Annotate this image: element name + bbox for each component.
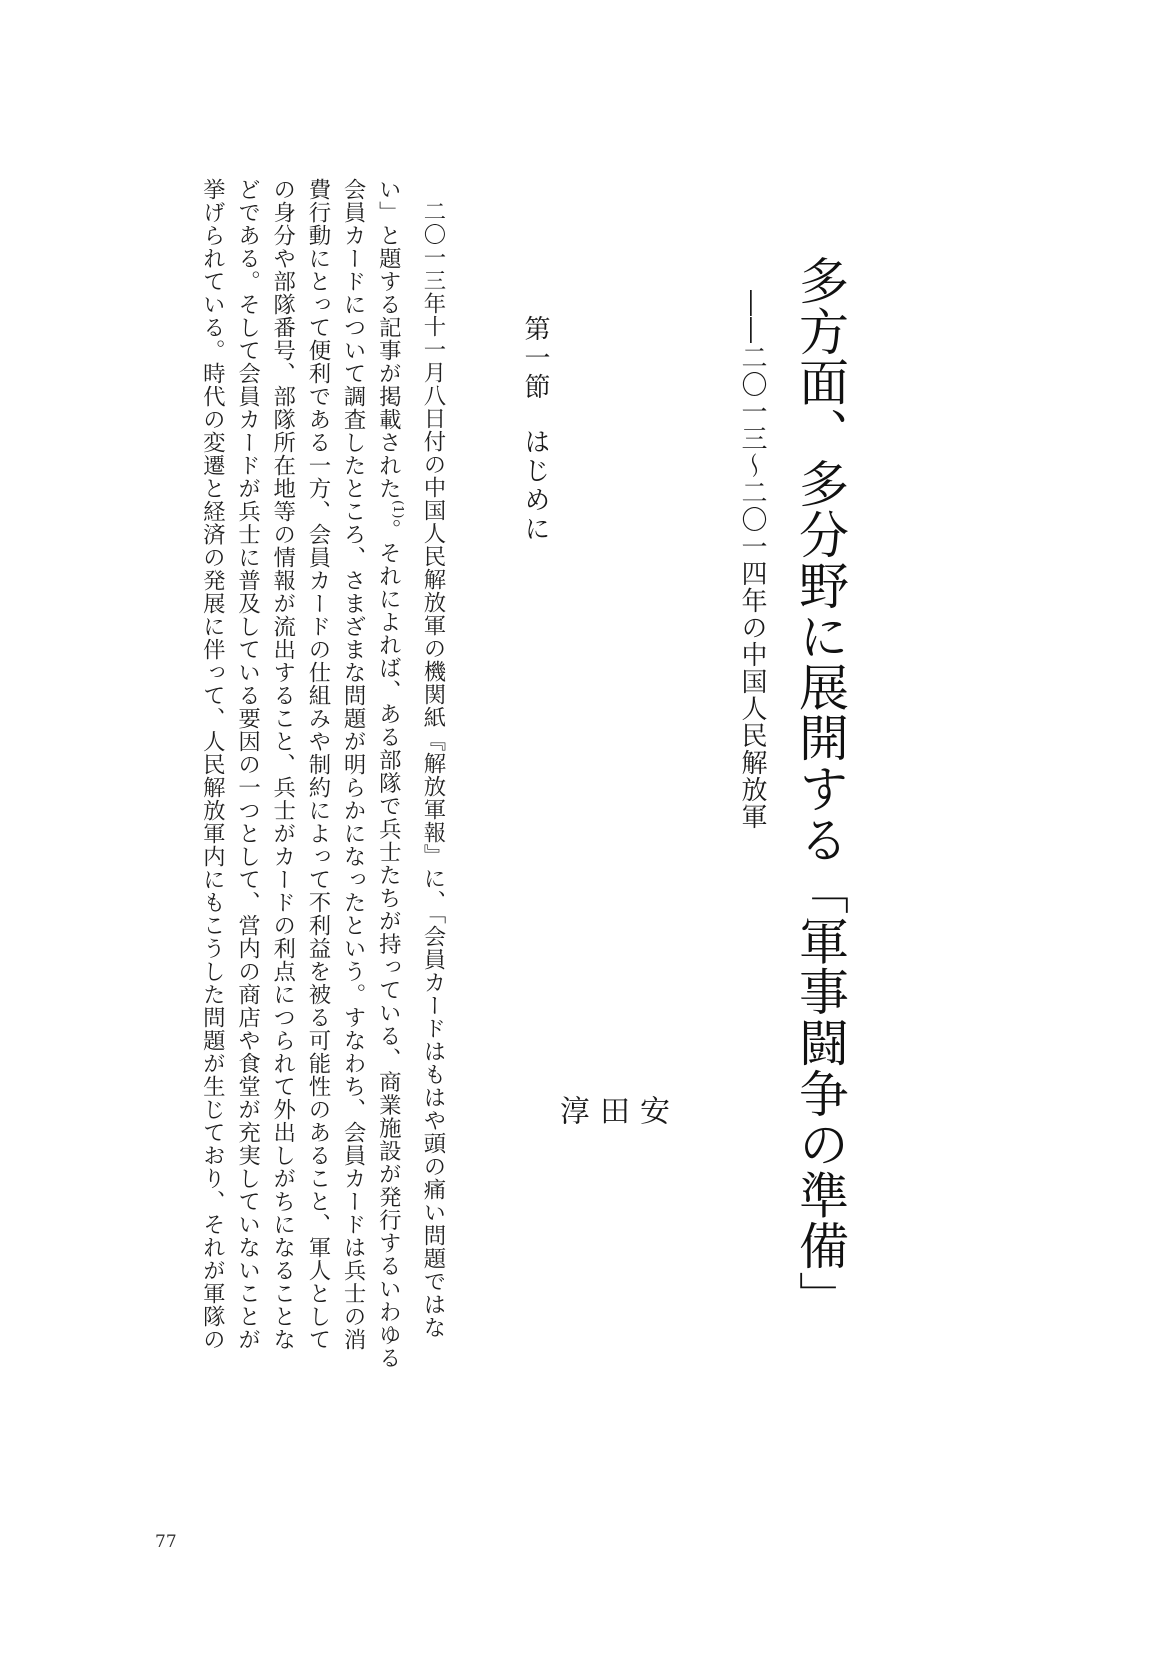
section-number: 第一節: [520, 315, 550, 402]
article-subtitle: ――二〇一三〜二〇一四年の中国人民解放軍: [737, 290, 767, 830]
author-given-name: 淳: [554, 1095, 589, 1125]
article-title: 多方面、多分野に展開する「軍事闘争の準備」: [791, 255, 849, 1322]
body-line: 挙げられている。時代の変遷と経済の発展に伴って、人民解放軍内にもこうした問題が生じており、それが軍隊の: [199, 178, 226, 1351]
author-name: [551, 1095, 671, 1335]
author-family-char-2: 田: [594, 1095, 629, 1125]
section-title: はじめに: [520, 428, 550, 544]
body-line-fragment: 。それによれば、ある部隊で兵士たちが持っている、商業施設が発行するいわゆる: [375, 518, 402, 1370]
author-family-char-1: 安: [634, 1095, 669, 1125]
body-text: [194, 178, 450, 1369]
body-line: 会員カードについて調査したところ、さまざまな問題が明らかになったという。すなわち、会員カードは兵士の消: [340, 178, 367, 1351]
body-line: 費行動にとって便利である一方、会員カードの仕組みや制約によって不利益を被る可能性のあること、軍人として: [304, 178, 331, 1351]
section-heading: [517, 315, 553, 615]
body-line: の身分や部隊番号、部隊所在地等の情報が流出すること、兵士がカードの利点につられて外出しがちになることな: [269, 178, 296, 1351]
body-line-fragment: い」と題する記事が掲載された: [375, 178, 402, 500]
body-line: どである。そして会員カードが兵士に普及している要因の一つとして、営内の商店や食堂が充実していないことが: [234, 178, 261, 1351]
body-line: [370, 178, 415, 1369]
page-number: 77: [155, 1532, 177, 1552]
footnote-mark[interactable]: (1): [389, 500, 405, 519]
body-line: 二〇一三年十一月八日付の中国人民解放軍の機関紙『解放軍報』に、「会員カードはもはや頭の痛い問題ではな: [420, 200, 446, 1340]
